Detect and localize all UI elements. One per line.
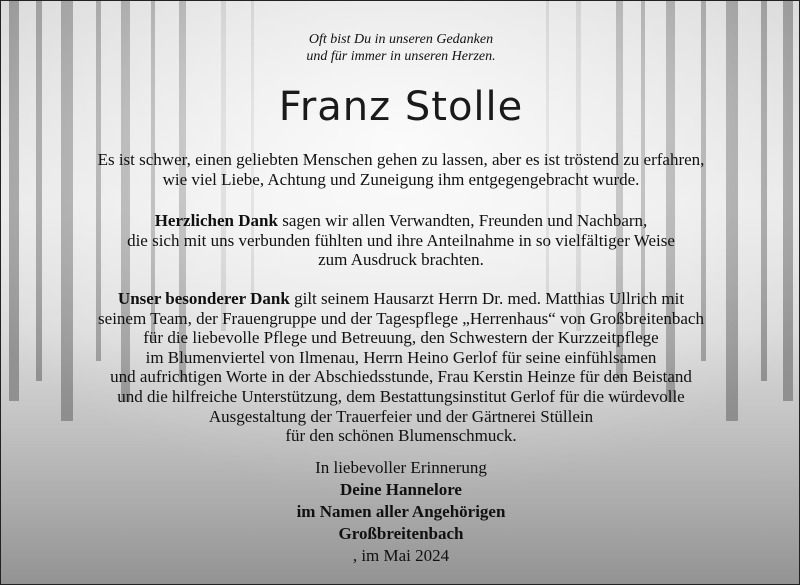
paragraph-line: Es ist schwer, einen geliebten Menschen gehen zu lassen, aber es ist tröstend zu erfahren, xyxy=(97,150,705,169)
motto-line: Oft bist Du in unseren Gedanken xyxy=(308,32,494,47)
paragraph-line: für die liebevolle Pflege und Betreuung, den Schwestern der Kurzzeitpflege xyxy=(143,328,659,348)
paragraph-comfort xyxy=(21,150,781,189)
paragraph-line: Ausgestaltung der Trauerfeier und der Gärtnerei Stüllein xyxy=(208,406,594,426)
date: , im Mai 2024 xyxy=(352,546,450,565)
paragraph-thanks xyxy=(21,211,781,270)
memorial-motto xyxy=(1,31,800,65)
closing-remembrance: In liebevoller Erinnerung xyxy=(315,458,487,477)
motto-line: und für immer in unseren Herzen. xyxy=(306,49,496,64)
paragraph-line: für den schönen Blumenschmuck. xyxy=(285,426,517,446)
thanks-rest: sagen wir allen Verwandten, Freunden und Nachbarn, xyxy=(277,211,648,230)
signatory-name: Deine Hannelore xyxy=(340,480,462,499)
place-and-date xyxy=(1,523,800,567)
paragraph-line: und aufrichtigen Worte in der Abschiedsstunde, Frau Kerstin Heinze für den Beistand xyxy=(110,367,692,387)
paragraph-line: wie viel Liebe, Achtung und Zuneigung ihm entgegengebracht wurde. xyxy=(162,169,640,189)
thanks-lead: Herzlichen Dank xyxy=(154,211,278,230)
deceased-name: Franz Stolle xyxy=(278,84,524,130)
paragraph-line: die sich mit uns verbunden fühlten und ihre Anteilnahme in so vielfältiger Weise xyxy=(127,230,675,250)
paragraph-line: seinem Team, der Frauengruppe und der Tagespflege „Herrenhaus“ von Großbreitenbach xyxy=(98,308,704,328)
paragraph-line xyxy=(21,211,781,231)
paragraph-line: im Blumenviertel von Ilmenau, Herrn Heino Gerlof für seine einfühlsamen xyxy=(145,347,657,367)
closing-signature xyxy=(1,457,800,567)
place: Großbreitenbach xyxy=(338,524,464,543)
paragraph-special-thanks xyxy=(21,289,781,446)
signatory-family: im Namen aller Angehörigen xyxy=(296,502,506,521)
special-thanks-rest: gilt seinem Hausarzt Herrn Dr. med. Matthias Ullrich mit xyxy=(289,289,685,308)
notice-text xyxy=(1,1,800,585)
paragraph-line xyxy=(21,289,781,309)
paragraph-line: und die hilfreiche Unterstützung, dem Bestattungsinstitut Gerlof für die würdevolle xyxy=(117,386,685,406)
special-thanks-lead: Unser besonderer Dank xyxy=(117,289,290,308)
paragraph-line: zum Ausdruck brachten. xyxy=(318,250,484,270)
